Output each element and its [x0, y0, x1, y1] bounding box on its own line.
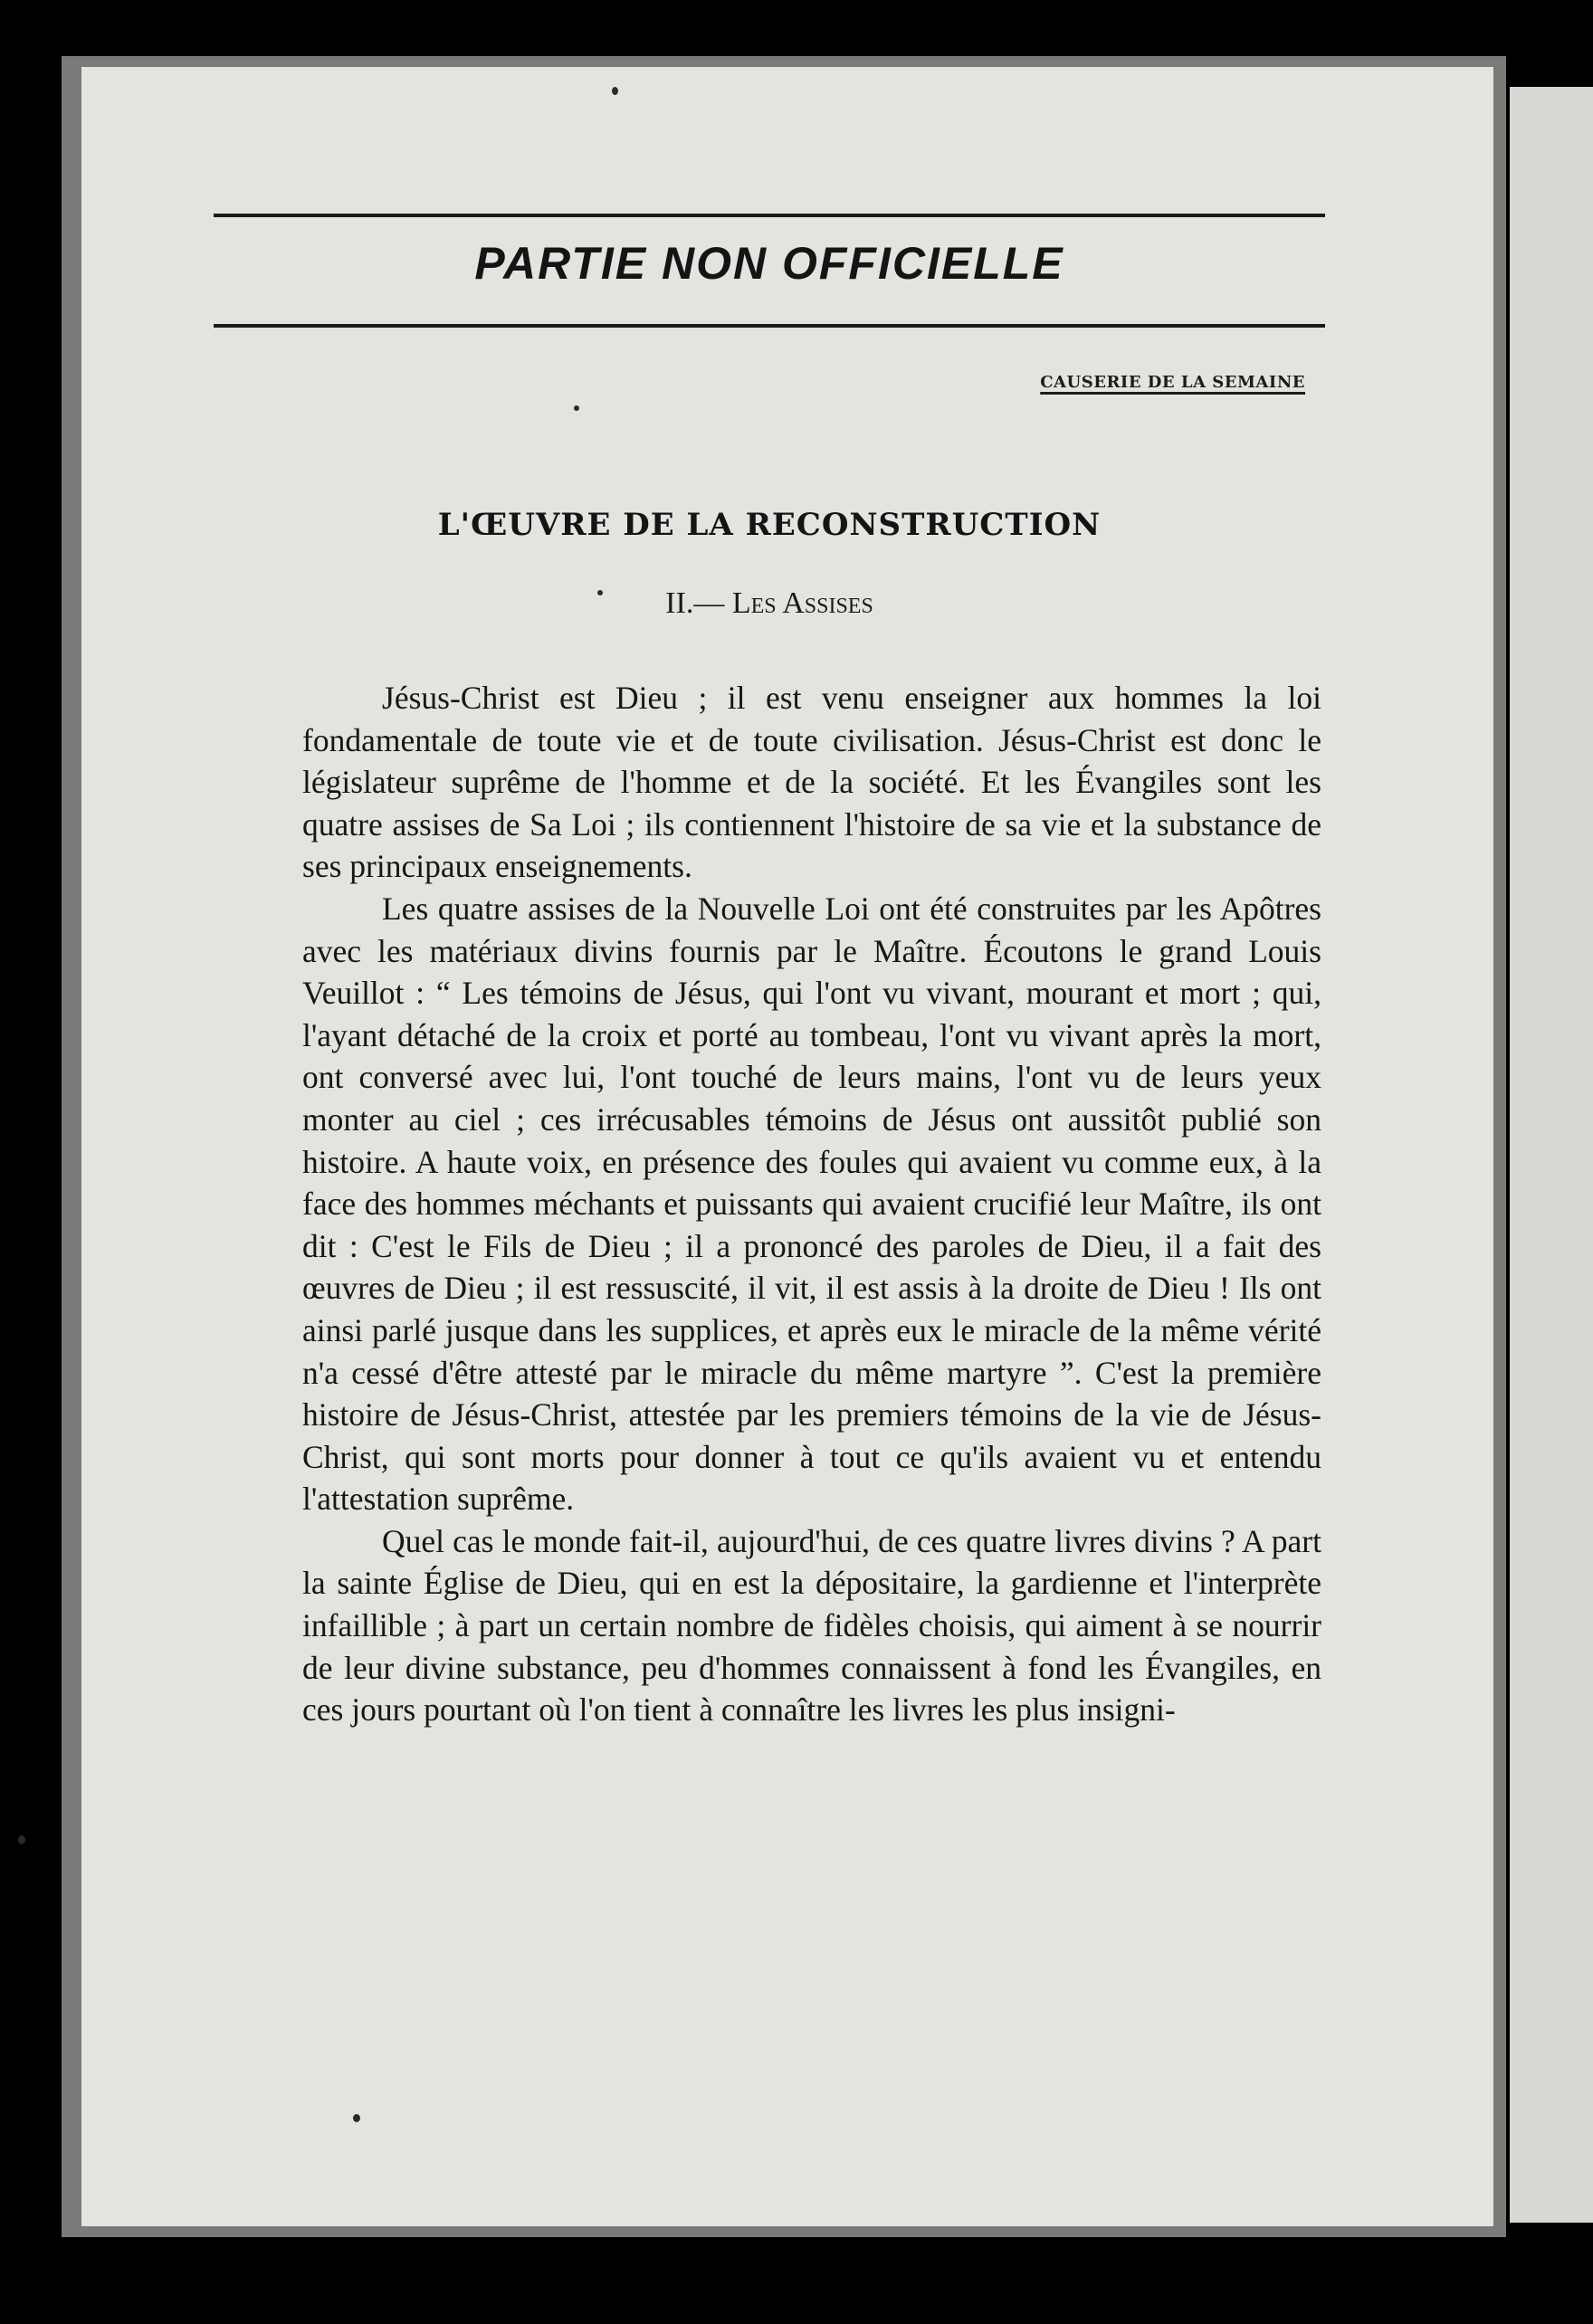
rubric-label: CAUSERIE DE LA SEMAINE — [1040, 373, 1305, 392]
paper-speck — [18, 1835, 25, 1844]
paragraph-1: Jésus-Christ est Dieu ; il est venu enseigner aux hommes la loi fondamentale de toute vie et de toute civilisation. Jésus-Christ est donc le législateur suprême de l'homme et de la société. Et les Évangiles sont les quatre assises de Sa Loi ; ils contiennent l'histoire de sa vie et la substance de ses principaux enseignements. — [302, 680, 1321, 885]
header-rule-bottom — [214, 324, 1325, 328]
section-header: PARTIE NON OFFICIELLE — [474, 238, 1064, 289]
paragraph-2: Les quatre assises de la Nouvelle Loi ont été construites par les Apôtres avec les matériaux divins fournis par le Maître. Écoutons le grand Louis Veuillot : “ Les témoins de Jésus, qui l'ont vu vivant, mourant et mort ; qui, l'ayant détaché de la croix et porté au tombeau, l'ont vu vivant après la mort, ont conversé avec lui, l'ont touché de leurs mains, l'ont vu de leurs yeux monter au ciel ; ces irrécusables témoins de Jésus ont aussitôt publié son histoire. A haute voix, en présence des foules qui avaient vu comme eux, à la face des hommes méchants et puissants qui avaient crucifié leur Maître, ils ont dit : C'est le Fils de Dieu ; il a prononcé des paroles de Dieu, il a fait des œuvres de Dieu ; il est ressuscité, il vit, il est assis à la droite de Dieu ! Ils ont ainsi parlé jusque dans les supplices, et après eux le miracle de la même vérité n'a cessé d'être attesté par le miracle du même martyre ”. C'est la première histoire de Jésus-Christ, attestée par les premiers témoins de la vie de Jésus-Christ, qui sont morts pour donner à tout ce qu'ils avaient vu et entendu l'attestation suprême. — [302, 890, 1321, 1518]
paper-speck — [353, 2114, 360, 2122]
paper-speck — [574, 405, 579, 411]
paper-speck — [597, 590, 603, 595]
article-body — [302, 677, 1321, 1731]
adjacent-page-edge — [1510, 87, 1593, 2223]
paragraph-3: Quel cas le monde fait-il, aujourd'hui, de ces quatre livres divins ? A part la sainte Église de Dieu, qui en est la dépositaire, la gardienne et l'interprète infaillible ; à part un certain nombre de fidèles choisis, qui aiment à se nourrir de leur divine substance, peu d'hommes connaissent à fond les Évangiles, en ces jours pourtant où l'on tient à connaître les livres les plus insigni- — [302, 1522, 1321, 1729]
article-subtitle: II.— Les Assises — [665, 586, 873, 620]
header-rule-top — [214, 214, 1325, 217]
paper-speck — [612, 87, 618, 95]
article-title: L'ŒUVRE DE LA RECONSTRUCTION — [437, 507, 1102, 543]
